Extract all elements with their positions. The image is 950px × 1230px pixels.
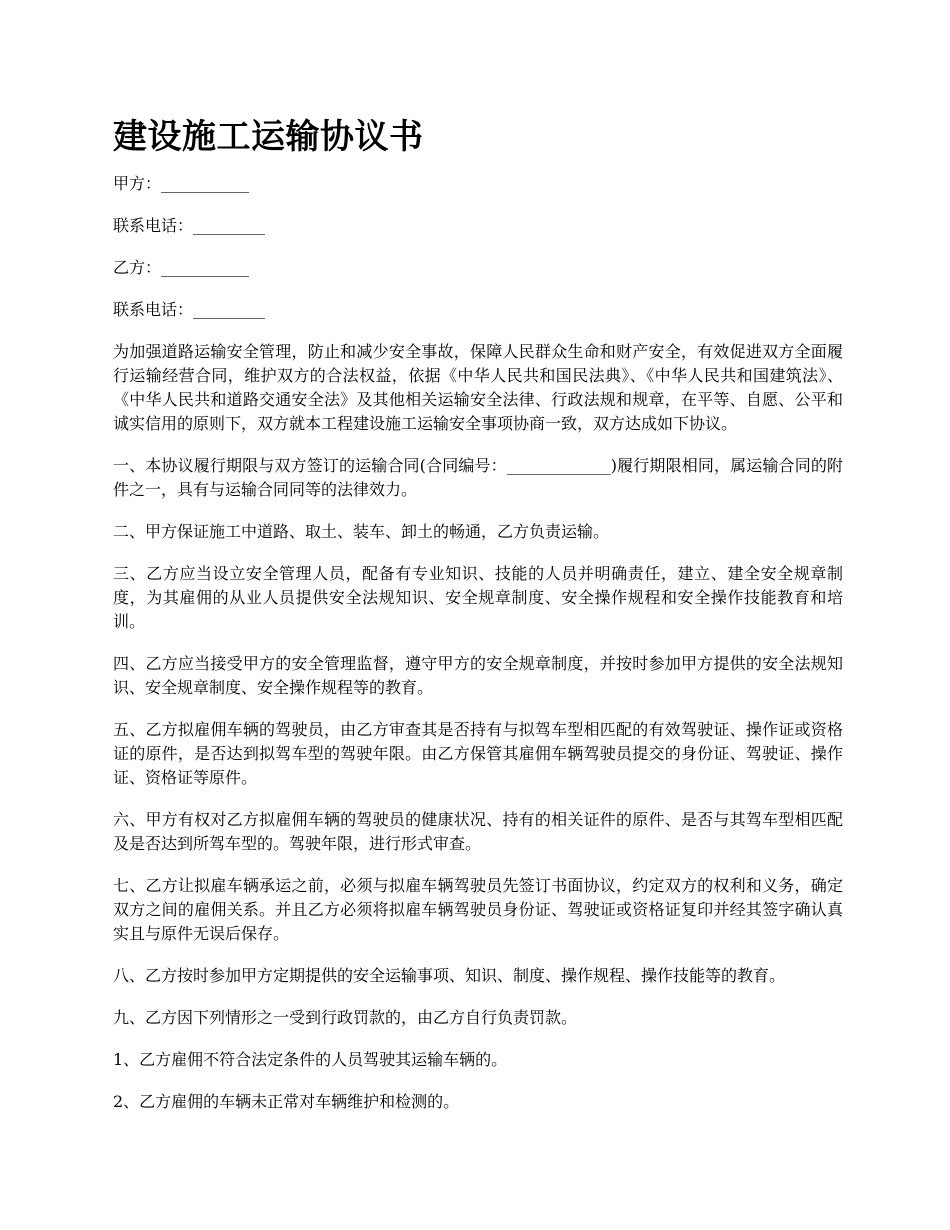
clause-9-item-2: 2、乙方雇佣的车辆未正常对车辆维护和检测的。 xyxy=(113,1092,460,1111)
preamble-paragraph: 为加强道路运输安全管理，防止和减少安全事故，保障人民群众生命和财产安全，有效促进双方全面履行运输经营合同，维护双方的合法权益，依据《中华人民共和国民法典》、《中华人民共和国建筑法》、《中华人民共和道路交通安全法》及其他相关运输安全法律、行政法规和规章，在平等、自愿、公平和诚实信用的原则下，双方就本工程建设施工运输安全事项协商一致，双方达成如下协议。 xyxy=(113,342,843,433)
party-b-field: 乙方：___________ xyxy=(113,258,250,277)
clause-4: 四、乙方应当接受甲方的安全管理监督，遵守甲方的安全规章制度，并按时参加甲方提供的安全法规知识、安全规章制度、安全操作规程等的教育。 xyxy=(113,654,843,697)
party-b-phone-field: 联系电话：_________ xyxy=(113,300,266,319)
clause-9-item-1: 1、乙方雇佣不符合法定条件的人员驾驶其运输车辆的。 xyxy=(113,1050,508,1069)
party-a-field: 甲方：___________ xyxy=(113,174,250,193)
clause-5: 五、乙方拟雇佣车辆的驾驶员，由乙方审查其是否持有与拟驾车型相匹配的有效驾驶证、操作证或资格证的原件，是否达到拟驾车型的驾驶年限。由乙方保管其雇佣车辆驾驶员提交的身份证、驾驶证、操作证、资格证等原件。 xyxy=(113,720,843,787)
clause-6: 六、甲方有权对乙方拟雇佣车辆的驾驶员的健康状况、持有的相关证件的原件、是否与其驾车型相匹配及是否达到所驾车型的。驾驶年限，进行形式审查。 xyxy=(113,810,843,853)
clause-2: 二、甲方保证施工中道路、取土、装车、卸土的畅通，乙方负责运输。 xyxy=(113,522,610,541)
clause-3: 三、乙方应当设立安全管理人员，配备有专业知识、技能的人员并明确责任，建立、建全安全规章制度，为其雇佣的从业人员提供安全法规知识、安全规章制度、安全操作规程和安全操作技能教育和培训。 xyxy=(113,564,843,631)
document-title: 建设施工运输协议书 xyxy=(113,117,424,157)
clause-9: 九、乙方因下列情形之一受到行政罚款的，由乙方自行负责罚款。 xyxy=(113,1008,578,1027)
clause-8: 八、乙方按时参加甲方定期提供的安全运输事项、知识、制度、操作规程、操作技能等的教育。 xyxy=(113,966,786,985)
party-a-phone-field: 联系电话：_________ xyxy=(113,216,266,235)
document-page xyxy=(113,110,843,1132)
clause-1: 一、本协议履行期限与双方签订的运输合同(合同编号：_____________)履行期限相同，属运输合同的附件之一，具有与运输合同同等的法律效力。 xyxy=(113,456,843,499)
clause-7: 七、乙方让拟雇车辆承运之前，必须与拟雇车辆驾驶员先签订书面协议，约定双方的权利和义务，确定双方之间的雇佣关系。并且乙方必须将拟雇车辆驾驶员身份证、驾驶证或资格证复印并经其签字确认真实且与原件无误后保存。 xyxy=(113,876,843,943)
